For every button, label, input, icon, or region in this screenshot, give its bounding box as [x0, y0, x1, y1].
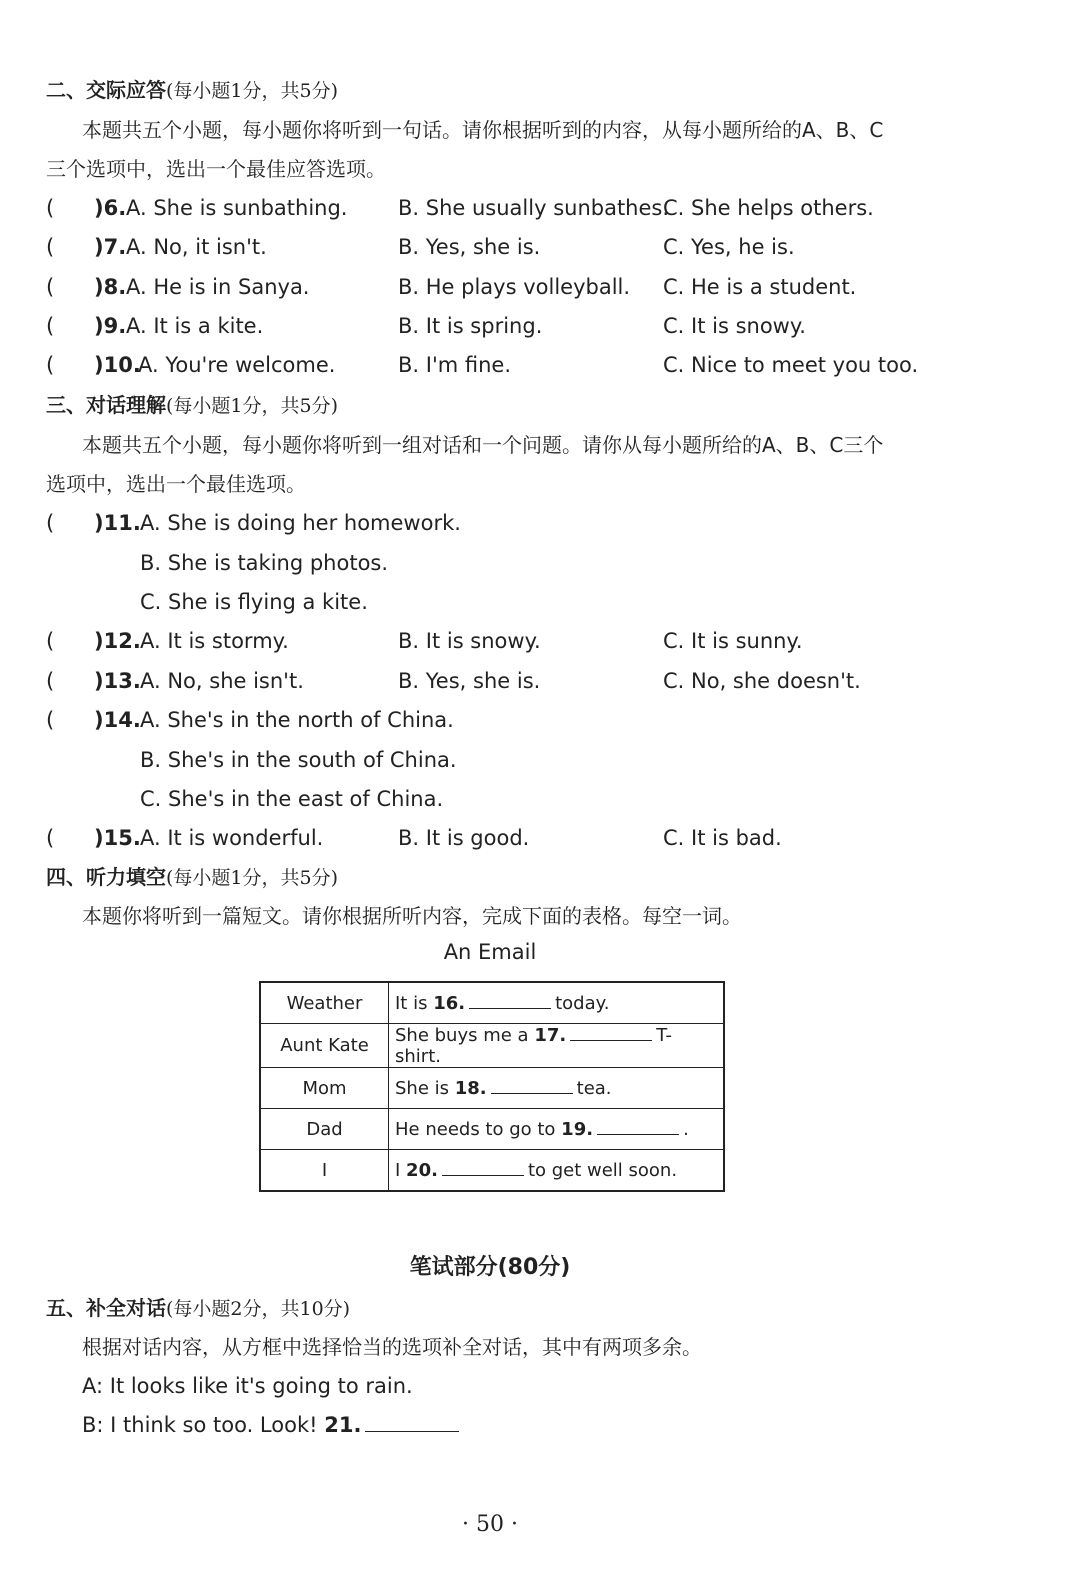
question-10 [46, 351, 1006, 379]
section4-heading [46, 863, 338, 892]
row-text-post: T-shirt. [395, 1025, 673, 1067]
question-number: )13. [94, 669, 141, 693]
option-b: B. She usually sunbathes. [398, 196, 670, 220]
section3-score-note: (每小题1分，共5分) [166, 395, 339, 417]
section5-title: 五、补全对话 [46, 1296, 166, 1320]
answer-paren[interactable]: ( [46, 629, 55, 653]
row-content [389, 1024, 725, 1068]
section3-heading [46, 391, 338, 420]
section3-instruction-1: 本题共五个小题，每小题你将听到一组对话和一个问题。请你从每小题所给的A、B、C三个 [82, 433, 884, 457]
row-content [389, 1150, 725, 1192]
table-title: An Email [443, 940, 537, 964]
table-row [260, 1150, 724, 1192]
question-number: )10. [94, 353, 141, 377]
question-number: )14. [94, 708, 141, 732]
option-a: A. No, she isn't. [140, 669, 304, 693]
option-c: C. She helps others. [663, 196, 874, 220]
option-b: B. It is snowy. [398, 629, 541, 653]
option-a: A. It is wonderful. [140, 826, 324, 850]
row-label: Aunt Kate [260, 1024, 389, 1068]
row-label: Mom [260, 1068, 389, 1109]
question-15 [46, 824, 1006, 852]
section2-instruction-2: 三个选项中，选出一个最佳应答选项。 [46, 157, 386, 181]
question-11-c [46, 588, 1006, 616]
row-text-post: tea. [576, 1078, 612, 1099]
blank-number: 20. [406, 1160, 438, 1181]
answer-paren[interactable]: ( [46, 669, 55, 693]
answer-paren[interactable]: ( [46, 314, 55, 338]
answer-paren[interactable]: ( [46, 275, 55, 299]
question-number: )15. [94, 826, 141, 850]
question-14 [46, 706, 1006, 734]
answer-blank[interactable] [469, 992, 551, 1009]
section3-instruction-2: 选项中，选出一个最佳选项。 [46, 472, 306, 496]
answer-paren[interactable]: ( [46, 708, 55, 732]
table-row [260, 1109, 724, 1150]
option-a: A. You're welcome. [138, 353, 336, 377]
row-label: I [260, 1150, 389, 1192]
section4-score-note: (每小题1分，共5分) [166, 867, 339, 889]
option-a: A. He is in Sanya. [126, 275, 310, 299]
option-b: B. Yes, she is. [398, 235, 541, 259]
row-content [389, 1068, 725, 1109]
question-11 [46, 509, 1006, 537]
section2-heading [46, 76, 338, 105]
option-b: B. She is taking photos. [140, 551, 389, 575]
table-row [260, 982, 724, 1024]
question-number: )6. [94, 196, 127, 220]
answer-paren[interactable]: ( [46, 353, 55, 377]
option-a: A. It is a kite. [126, 314, 264, 338]
question-14-b [46, 746, 1006, 774]
section5-score-note: (每小题2分，共10分) [166, 1298, 351, 1320]
section4-instruction: 本题你将听到一篇短文。请你根据所听内容，完成下面的表格。每空一词。 [82, 904, 742, 928]
option-c: C. She is flying a kite. [140, 590, 368, 614]
question-9 [46, 312, 1006, 340]
question-number: )12. [94, 629, 141, 653]
blank-number: 17. [534, 1025, 567, 1046]
section2-instruction-1: 本题共五个小题，每小题你将听到一句话。请你根据听到的内容，从每小题所给的A、B、C [82, 118, 884, 142]
blank-number: 19. [561, 1119, 594, 1140]
question-number: )9. [94, 314, 127, 338]
question-7 [46, 233, 1006, 261]
section3-title: 三、对话理解 [46, 393, 166, 417]
option-c: C. It is bad. [663, 826, 782, 850]
section5-heading [46, 1294, 350, 1323]
question-11-b [46, 549, 1006, 577]
answer-blank[interactable] [365, 1415, 459, 1432]
written-part-title: 笔试部分(80分) [409, 1255, 571, 1280]
row-text-post: today. [555, 993, 610, 1014]
option-b: B. I'm fine. [398, 353, 511, 377]
table-row [260, 1024, 724, 1068]
answer-blank[interactable] [442, 1159, 524, 1176]
option-a: A. She is sunbathing. [126, 196, 348, 220]
section2-title: 二、交际应答 [46, 78, 166, 102]
row-text-pre: She buys me a [395, 1025, 529, 1046]
option-a: A. She is doing her homework. [140, 511, 461, 535]
answer-blank[interactable] [570, 1024, 652, 1041]
row-text-pre: She is [395, 1078, 450, 1099]
row-text-pre: I [395, 1160, 401, 1181]
answer-paren[interactable]: ( [46, 196, 55, 220]
answer-paren[interactable]: ( [46, 511, 55, 535]
option-a: A. She's in the north of China. [140, 708, 454, 732]
section5-instruction: 根据对话内容，从方框中选择恰当的选项补全对话，其中有两项多余。 [82, 1335, 702, 1359]
option-c: C. Yes, he is. [663, 235, 795, 259]
blank-number: 21. [324, 1413, 362, 1437]
option-b: B. Yes, she is. [398, 669, 541, 693]
question-number: )7. [94, 235, 127, 259]
dialogue-text: B: I think so too. Look! [82, 1413, 318, 1437]
option-c: C. Nice to meet you too. [663, 353, 919, 377]
section4-title: 四、听力填空 [46, 865, 166, 889]
option-a: A. No, it isn't. [126, 235, 267, 259]
row-label: Dad [260, 1109, 389, 1150]
email-table [259, 981, 725, 1192]
option-c: C. It is sunny. [663, 629, 803, 653]
answer-blank[interactable] [597, 1118, 679, 1135]
row-text-post: to get well soon. [527, 1160, 678, 1181]
question-12 [46, 627, 1006, 655]
option-b: B. It is good. [398, 826, 530, 850]
row-label: Weather [260, 982, 389, 1024]
question-6 [46, 194, 1006, 222]
option-c: C. No, she doesn't. [663, 669, 861, 693]
blank-number: 18. [454, 1078, 487, 1099]
page-number: · 50 · [462, 1512, 518, 1537]
row-text-pre: It is [395, 993, 428, 1014]
question-8 [46, 273, 1006, 301]
row-content [389, 982, 725, 1024]
question-13 [46, 667, 1006, 695]
option-c: C. He is a student. [663, 275, 857, 299]
question-number: )8. [94, 275, 127, 299]
blank-number: 16. [433, 993, 466, 1014]
question-number: )11. [94, 511, 141, 535]
section2-score-note: (每小题1分，共5分) [166, 80, 339, 102]
dialogue-line-b [82, 1411, 459, 1439]
dialogue-line-a: A: It looks like it's going to rain. [82, 1374, 413, 1398]
row-text-post: . [683, 1119, 689, 1140]
option-b: B. It is spring. [398, 314, 543, 338]
row-text-pre: He needs to go to [395, 1119, 556, 1140]
table-row [260, 1068, 724, 1109]
answer-paren[interactable]: ( [46, 235, 55, 259]
option-b: B. She's in the south of China. [140, 748, 457, 772]
answer-paren[interactable]: ( [46, 826, 55, 850]
row-content [389, 1109, 725, 1150]
option-b: B. He plays volleyball. [398, 275, 631, 299]
option-c: C. It is snowy. [663, 314, 806, 338]
question-14-c [46, 785, 1006, 813]
answer-blank[interactable] [491, 1077, 573, 1094]
option-c: C. She's in the east of China. [140, 787, 444, 811]
option-a: A. It is stormy. [140, 629, 289, 653]
